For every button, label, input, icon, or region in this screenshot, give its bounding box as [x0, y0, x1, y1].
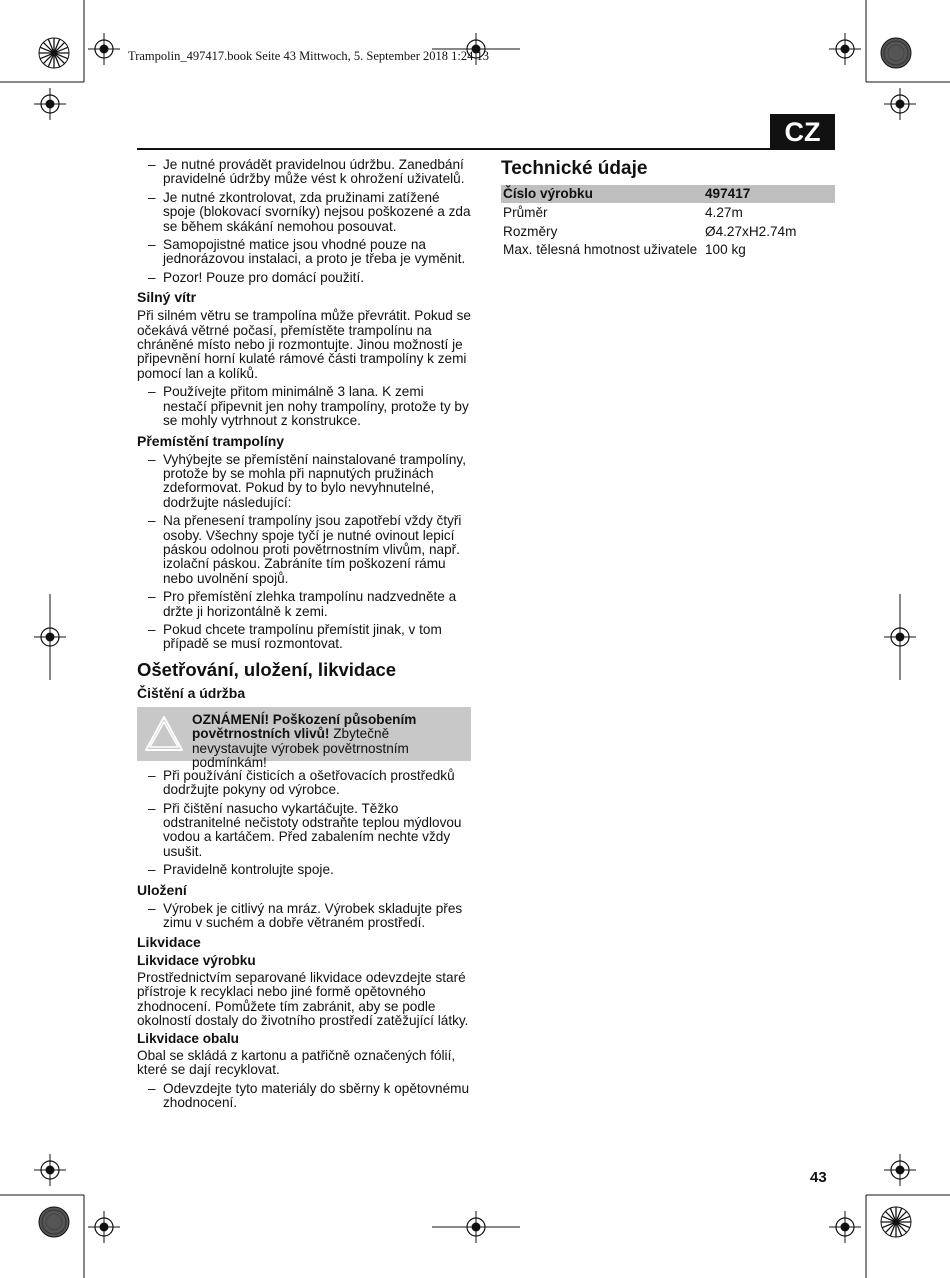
list-item: – Vyhýbejte se přemístění nainstalované trampolíny, protože by se mohla při napnutých pružinách zdeformovat. Pokud by to bylo nevyhnutelné, dodržujte následující:	[148, 451, 466, 510]
table-header-cell: Číslo výrobku	[501, 185, 703, 203]
right-column	[501, 158, 835, 259]
list-item: – Je nutné provádět pravidelnou údržbu. Zanedbání pravidelné údržby může vést k ohrožení uživatelů.	[148, 157, 465, 187]
list-item: – Výrobek je citlivý na mráz. Výrobek skladujte přes zimu v suchém a dobře větraném prostředí.	[148, 900, 463, 931]
table-cell: Ø4.27xH2.74m	[705, 223, 797, 239]
storage-heading: Uložení	[137, 881, 187, 898]
wind-paragraph: Při silném větru se trampolína může převrátit. Pokud se očekává větrné počasí, přemístěte trampolínu na chráněné místo nebo ji rozmontujte. Jinou možností je připevnění horní kulaté rámové části trampolíny k zemi pomocí lan a kolíků.	[137, 308, 471, 381]
left-column	[137, 158, 471, 1115]
disposal-packaging-heading: Likvidace obalu	[137, 1031, 239, 1047]
list-item: – Pokud chcete trampolínu přemístit jinak, v tom případě se musí rozmontovat.	[148, 621, 442, 652]
table-cell: 4.27m	[705, 205, 743, 221]
table-cell: Průměr	[503, 205, 548, 221]
notice-text: OZNÁMENÍ! Poškození působením povětrnostních vlivů! Zbytečně nevystavujte výrobek povětrnostním podmínkám!	[192, 711, 417, 770]
table-cell: 100 kg	[705, 242, 746, 258]
cleaning-heading: Čištění a údržba	[137, 684, 246, 701]
notice-box	[137, 707, 471, 770]
table-row	[501, 222, 835, 240]
disposal-heading: Likvidace	[137, 934, 201, 951]
list-item: – Odevzdejte tyto materiály do sběrny k opětovnému zhodnocení.	[148, 1080, 470, 1111]
book-slug: Trampolin_497417.book Seite 43 Mittwoch, 5. September 2018 1:24 13	[128, 49, 489, 63]
care-section-title: Ošetřování, uložení, likvidace	[137, 658, 397, 680]
list-item: – Pozor! Pouze pro domácí použití.	[148, 269, 364, 285]
list-item: – Používejte přitom minimálně 3 lana. K zemi nestačí připevnit jen nohy trampolíny, protože ty by se mohly vytrhnout z konstrukce.	[148, 384, 469, 429]
list-item: – Na přenesení trampolíny jsou zapotřebí vždy čtyři osoby. Všechny spoje tyčí je nutné ovinout lepicí páskou odolnou proti povětrnostním vlivům, např. izolační páskou. Zabráníte tím poškození rámu nebo uvolnění spojů.	[148, 513, 462, 586]
list-item: – Pro přemístění zlehka trampolínu nadzvedněte a držte ji horizontálně k zemi.	[148, 589, 457, 619]
disposal-product-heading: Likvidace výrobku	[137, 953, 256, 969]
list-item: – Pravidelně kontrolujte spoje.	[148, 862, 334, 878]
table-cell: Rozměry	[503, 223, 558, 239]
list-item: – Samopojistné matice jsou vhodné pouze na jednorázovou instalaci, a proto je třeba je vyměnit.	[148, 237, 466, 267]
warning-triangle-icon	[143, 714, 185, 754]
table-header-row	[501, 185, 835, 203]
list-item: – Při čištění nasucho vykartáčujte. Těžko odstranitelné nečistoty odstraňte teplou mýdlovou vodou a kartáčem. Před zabalením nechte vždy usušit.	[148, 800, 462, 859]
table-row	[501, 203, 835, 221]
disposal-product-paragraph: Prostřednictvím separované likvidace odevzdejte staré přístroje k recyklaci nebo jiné formě opětovného zhodnocení. Pomůžete tím zabránit, aby se podle okolností dostaly do životního prostředí zatěžující látky.	[137, 969, 469, 1029]
spec-table	[501, 185, 835, 259]
list-item: – Při používání čisticích a ošetřovacích prostředků dodržujte pokyny od výrobce.	[148, 767, 455, 798]
disposal-packaging-paragraph: Obal se skládá z kartonu a patřičně označených fólií, které se dají recyklovat.	[137, 1047, 456, 1078]
list-item: – Je nutné zkontrolovat, zda pružinami zatížené spoje (blokovací svorníky) nejsou poškozené a zda se během skákání nemohou posouvat.	[148, 189, 471, 234]
page-number: 43	[810, 1169, 827, 1186]
wind-heading: Silný vítr	[137, 289, 197, 306]
move-heading: Přemístění trampolíny	[137, 432, 285, 449]
spec-heading: Technické údaje	[501, 158, 648, 179]
table-cell: Max. tělesná hmotnost uživatele	[503, 242, 698, 258]
header-rule	[137, 148, 835, 150]
table-header-cell: 497417	[703, 185, 835, 203]
language-tab: CZ	[770, 114, 835, 150]
table-row	[501, 240, 835, 258]
